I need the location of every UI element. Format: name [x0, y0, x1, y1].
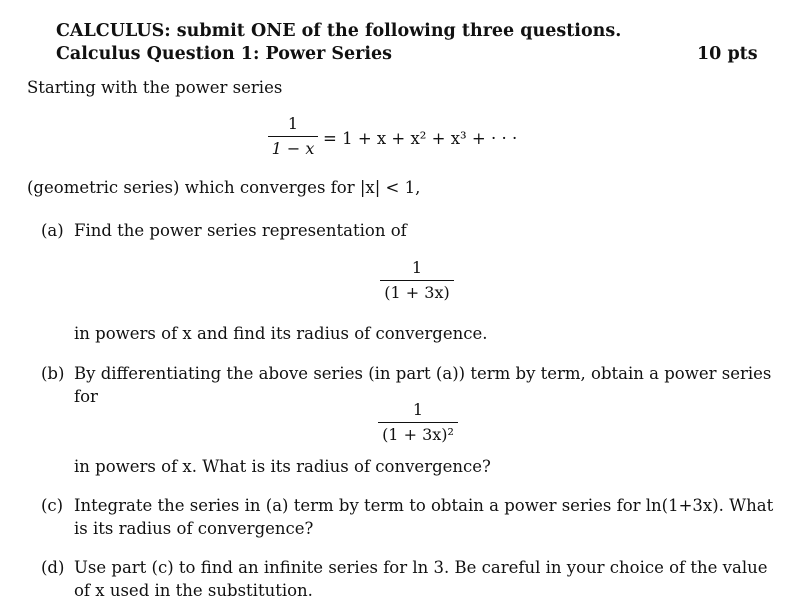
part-c-text-line2: is its radius of convergence?: [74, 519, 314, 538]
part-d-text-line2: of x used in the substitution.: [74, 581, 313, 600]
fraction-bar: [268, 136, 318, 137]
part-a-label: (a): [41, 221, 64, 240]
geometric-fraction-denominator: 1 − x: [271, 139, 315, 158]
part-c-label: (c): [41, 496, 64, 515]
part-a-after: in powers of x and find its radius of convergence.: [74, 324, 488, 343]
geometric-fraction: [268, 114, 318, 159]
part-b-fraction-denominator: (1 + 3x)²: [382, 425, 454, 444]
part-b-text-line1: By differentiating the above series (in part (a)) term by term, obtain a power series: [74, 364, 772, 383]
part-a-fraction: [380, 258, 454, 303]
part-a-fraction-denominator: (1 + 3x): [384, 283, 450, 302]
question-title: Calculus Question 1: Power Series: [56, 44, 393, 64]
part-c-text-line1: Integrate the series in (a) term by term to obtain a power series for ln(1+3x). What: [74, 496, 774, 515]
header-line1: CALCULUS: submit ONE of the following three questions.: [56, 21, 622, 41]
convergence-text: (geometric series) which converges for |x| < 1,: [27, 178, 421, 197]
geometric-series-rhs: = 1 + x + x² + x³ + · · ·: [323, 129, 518, 148]
part-b-text-line2: for: [74, 387, 98, 406]
part-d-label: (d): [41, 558, 65, 577]
geometric-fraction-numerator: 1: [287, 114, 299, 133]
part-b-label: (b): [41, 364, 65, 383]
fraction-bar: [378, 422, 458, 423]
part-a-fraction-numerator: 1: [411, 258, 423, 277]
part-b-after: in powers of x. What is its radius of convergence?: [74, 457, 491, 476]
fraction-bar: [380, 280, 454, 281]
intro-text: Starting with the power series: [27, 78, 283, 97]
points-label: 10 pts: [697, 44, 758, 64]
part-a-text: Find the power series representation of: [74, 221, 407, 240]
part-b-fraction-numerator: 1: [412, 400, 424, 419]
part-b-fraction: [378, 400, 458, 445]
part-d-text-line1: Use part (c) to find an infinite series for ln 3. Be careful in your choice of the value: [74, 558, 768, 577]
